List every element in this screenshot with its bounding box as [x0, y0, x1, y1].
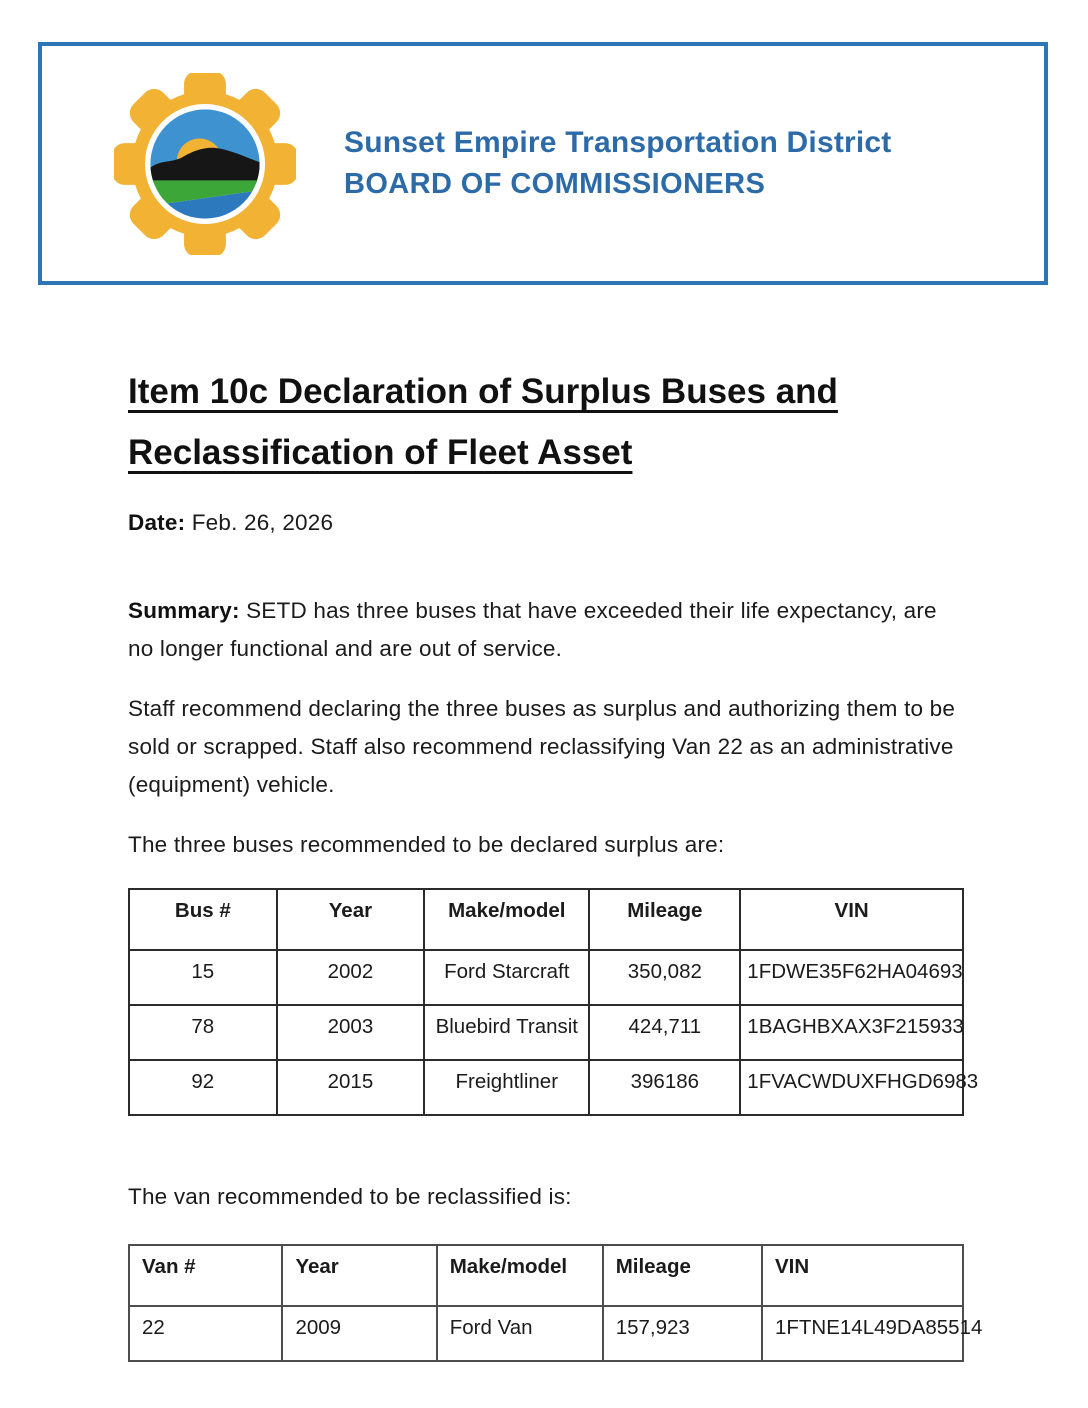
summary-label: Summary:: [128, 597, 240, 623]
column-header-vin: VIN: [762, 1245, 963, 1306]
cell-mileage: 424,711: [589, 1005, 740, 1060]
table-row: [129, 1005, 963, 1060]
cell-vin: 1FVACWDUXFHGD6983: [740, 1060, 963, 1115]
column-header-mileage: Mileage: [589, 889, 740, 950]
cell-make: Freightliner: [424, 1060, 589, 1115]
table-header-row: [129, 1245, 963, 1306]
cell-vin: 1FDWE35F62HA04693: [740, 950, 963, 1005]
cell-year: 2009: [282, 1306, 436, 1361]
column-header-van: Van #: [129, 1245, 282, 1306]
summary-text: SETD has three buses that have exceeded their life expectancy, are no longer functional and are out of service.: [128, 597, 937, 661]
gear-icon: [114, 73, 296, 255]
staff-recommendation-paragraph: Staff recommend declaring the three buses as surplus and authorizing them to be sold or scrapped. Staff also recommend reclassifying Van 22 as an administrative (equipment) vehicle.: [128, 695, 956, 797]
cell-make: Ford Starcraft: [424, 950, 589, 1005]
cell-year: 2003: [277, 1005, 425, 1060]
cell-mileage: 157,923: [603, 1306, 762, 1361]
cell-vin: 1BAGHBXAX3F215933: [740, 1005, 963, 1060]
cell-year: 2015: [277, 1060, 425, 1115]
reclassified-van-table: [128, 1244, 983, 1362]
table-row: [129, 1306, 963, 1361]
cell-bus-number: 92: [129, 1060, 277, 1115]
board-title: BOARD OF COMMISSIONERS: [344, 168, 766, 200]
column-header-make: Make/model: [437, 1245, 603, 1306]
date-line: [128, 504, 964, 542]
page-title-line1: Item 10c Declaration of Surplus Buses and: [128, 372, 838, 411]
table-row: [129, 1060, 963, 1115]
table-row: [129, 950, 963, 1005]
column-header-vin: VIN: [740, 889, 963, 950]
summary-paragraph: [128, 592, 964, 668]
van-table-intro: The van recommended to be reclassified is:: [128, 1183, 572, 1209]
cell-mileage: 350,082: [589, 950, 740, 1005]
page-title: [128, 361, 964, 484]
org-name: Sunset Empire Transportation District: [344, 126, 892, 159]
letterhead-banner: [38, 42, 1048, 285]
bus-table-intro: The three buses recommended to be declared surplus are:: [128, 831, 725, 857]
surplus-bus-table: [128, 888, 979, 1116]
date-value: Feb. 26, 2026: [185, 509, 334, 535]
column-header-bus: Bus #: [129, 889, 277, 950]
setd-gear-logo: [114, 73, 296, 255]
cell-bus-number: 78: [129, 1005, 277, 1060]
column-header-make: Make/model: [424, 889, 589, 950]
document-body: [128, 285, 983, 1362]
cell-vin: 1FTNE14L49DA85514: [762, 1306, 963, 1361]
date-label: Date:: [128, 509, 186, 535]
table-header-row: [129, 889, 963, 950]
cell-year: 2002: [277, 950, 425, 1005]
column-header-mileage: Mileage: [603, 1245, 762, 1306]
cell-bus-number: 15: [129, 950, 277, 1005]
cell-van-number: 22: [129, 1306, 282, 1361]
letterhead-text: [344, 126, 892, 201]
cell-make: Bluebird Transit: [424, 1005, 589, 1060]
cell-make: Ford Van: [437, 1306, 603, 1361]
cell-mileage: 396186: [589, 1060, 740, 1115]
column-header-year: Year: [282, 1245, 436, 1306]
column-header-year: Year: [277, 889, 425, 950]
page-title-line2: Reclassification of Fleet Asset: [128, 433, 633, 473]
